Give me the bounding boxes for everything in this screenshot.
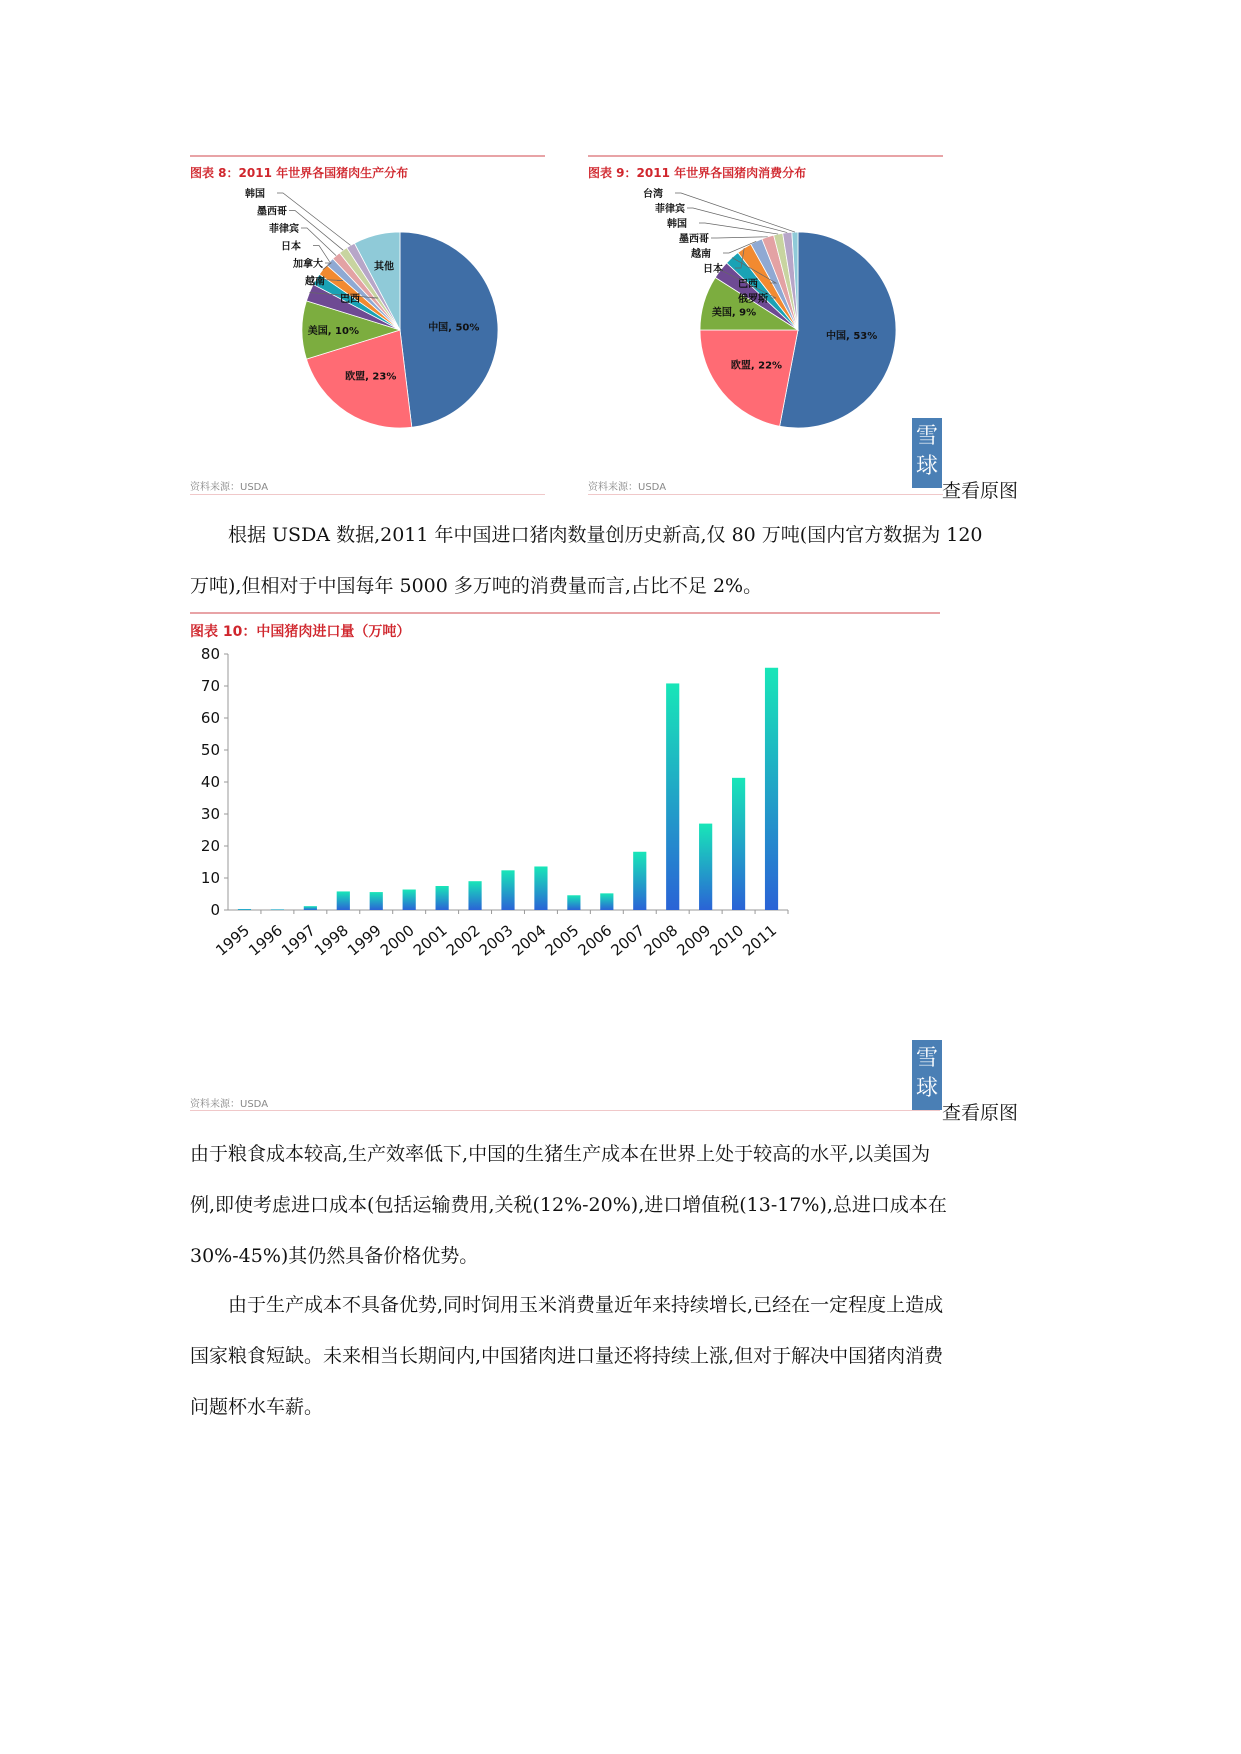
figure-top-rule bbox=[190, 612, 940, 614]
x-tick-label: 1999 bbox=[343, 921, 385, 960]
figure-10-import-bar-chart bbox=[190, 612, 940, 1112]
bar-chart-imports bbox=[190, 648, 940, 1108]
pie-callout-label: 墨西哥 bbox=[679, 234, 709, 245]
paragraph-line: 30%-45%)其仍然具备价格优势。 bbox=[190, 1245, 479, 1267]
y-tick-label: 0 bbox=[210, 901, 220, 919]
y-tick-label: 70 bbox=[200, 677, 220, 695]
bar bbox=[403, 890, 416, 910]
x-tick-label: 2000 bbox=[376, 921, 418, 960]
bar bbox=[304, 906, 317, 910]
x-tick-label: 1996 bbox=[245, 921, 286, 960]
pie-callout-label: 韩国 bbox=[667, 219, 687, 230]
pie-chart-consumption bbox=[588, 185, 943, 485]
pie-slice-label: 中国, 53% bbox=[826, 331, 878, 343]
y-tick-label: 40 bbox=[200, 773, 220, 791]
figure-bottom-rule bbox=[588, 494, 943, 495]
x-tick-label: 1995 bbox=[212, 921, 254, 960]
figure-source: 资料来源：USDA bbox=[190, 1099, 269, 1110]
bar bbox=[633, 852, 646, 910]
pie-callout-label: 巴西 bbox=[340, 294, 360, 305]
bar bbox=[567, 895, 580, 910]
pie-callout-label: 巴西 bbox=[738, 279, 758, 290]
view-original-link[interactable]: 查看原图 bbox=[942, 480, 1019, 502]
pie-callout-line bbox=[711, 237, 768, 238]
x-tick-label: 2004 bbox=[508, 921, 550, 960]
pie-callout-label: 韩国 bbox=[245, 189, 265, 200]
x-tick-label: 2008 bbox=[640, 921, 682, 960]
x-tick-label: 2006 bbox=[574, 921, 616, 960]
bar bbox=[337, 891, 350, 910]
pie-slice-label: 美国, 10% bbox=[307, 326, 359, 337]
pie-callout-label: 日本 bbox=[703, 264, 723, 275]
pie-callout-line bbox=[301, 228, 336, 256]
figure-bottom-rule bbox=[190, 1110, 940, 1111]
bar bbox=[534, 866, 547, 910]
bar bbox=[732, 778, 745, 910]
figure-bottom-rule bbox=[190, 494, 545, 495]
pie-slice-label: 欧盟, 23% bbox=[345, 371, 397, 383]
view-original-link[interactable]: 查看原图 bbox=[942, 1102, 1019, 1124]
xueqiu-watermark-icon bbox=[912, 1040, 942, 1110]
pie-callout-label: 菲律宾 bbox=[655, 204, 685, 215]
paragraph-line: 问题杯水车薪。 bbox=[190, 1396, 324, 1418]
y-tick-label: 60 bbox=[200, 709, 220, 727]
pie-callout-line bbox=[687, 208, 787, 233]
figure-9-consumption-pie bbox=[588, 155, 943, 495]
figure-title: 图表 8：2011 年世界各国猪肉生产分布 bbox=[190, 166, 409, 180]
pie-callout-label: 日本 bbox=[281, 241, 301, 253]
x-tick-label: 2010 bbox=[706, 921, 748, 960]
paragraph-line: 国家粮食短缺。未来相当长期间内,中国猪肉进口量还将持续上涨,但对于解决中国猪肉消费 bbox=[190, 1345, 944, 1367]
bar bbox=[765, 668, 778, 910]
y-tick-label: 30 bbox=[200, 805, 220, 823]
x-tick-label: 2005 bbox=[541, 921, 583, 960]
bar bbox=[436, 886, 449, 910]
watermark-text: 雪球 bbox=[915, 424, 938, 479]
pie-slice-label: 美国, 9% bbox=[711, 307, 757, 319]
pie-slice-label: 中国, 50% bbox=[428, 322, 480, 334]
paragraph-1 bbox=[190, 510, 1060, 612]
pie-slice-label: 欧盟, 22% bbox=[730, 360, 783, 372]
x-tick-label: 2001 bbox=[409, 921, 451, 960]
bar bbox=[468, 881, 481, 910]
pie-callout-label: 越南 bbox=[691, 249, 711, 260]
y-tick-label: 10 bbox=[200, 869, 220, 887]
pie-callout-label: 墨西哥 bbox=[257, 206, 287, 218]
figure-title: 图表 10：中国猪肉进口量（万吨） bbox=[190, 624, 411, 640]
pie-callout-line bbox=[699, 223, 778, 234]
pie-callout-line bbox=[675, 193, 795, 232]
bar bbox=[600, 893, 613, 910]
x-tick-label: 2003 bbox=[475, 921, 517, 960]
paragraph-line: 由于生产成本不具备优势,同时饲用玉米消费量近年来持续增长,已经在一定程度上造成 bbox=[228, 1294, 944, 1316]
bar bbox=[666, 683, 679, 910]
pie-callout-label: 台湾 bbox=[643, 189, 663, 200]
pie-callout-label: 越南 bbox=[305, 276, 325, 288]
x-tick-label: 2007 bbox=[607, 921, 649, 960]
paragraph-2 bbox=[190, 1129, 1060, 1282]
bar bbox=[271, 909, 284, 910]
xueqiu-watermark-icon bbox=[912, 418, 942, 488]
pie-callout-label: 菲律宾 bbox=[269, 224, 299, 235]
x-tick-label: 2011 bbox=[739, 921, 781, 960]
figure-8-production-pie bbox=[190, 155, 545, 495]
figure-top-rule bbox=[190, 155, 545, 157]
x-tick-label: 2009 bbox=[673, 921, 715, 960]
figure-source: 资料来源：USDA bbox=[588, 482, 667, 493]
pie-callout-line bbox=[277, 193, 351, 245]
bar bbox=[370, 892, 383, 910]
paragraph-line: 万吨),但相对于中国每年 5000 多万吨的消费量而言,占比不足 2%。 bbox=[190, 575, 763, 597]
bar bbox=[501, 870, 514, 910]
y-tick-label: 20 bbox=[200, 837, 220, 855]
pie-chart-production bbox=[190, 185, 545, 485]
x-tick-label: 2002 bbox=[442, 921, 484, 960]
bar bbox=[699, 824, 712, 910]
paragraph-line: 由于粮食成本较高,生产效率低下,中国的生猪生产成本在世界上处于较高的水平,以美国为 bbox=[190, 1143, 931, 1165]
x-tick-label: 1998 bbox=[311, 921, 352, 960]
figure-top-rule bbox=[588, 155, 943, 157]
y-tick-label: 50 bbox=[200, 741, 220, 759]
y-tick-label: 80 bbox=[200, 648, 220, 663]
paragraph-line: 例,即使考虑进口成本(包括运输费用,关税(12%-20%),进口增值税(13-17%),总进口成本在 bbox=[190, 1194, 947, 1216]
pie-slice-label: 其他 bbox=[374, 261, 395, 273]
figure-source: 资料来源：USDA bbox=[190, 482, 269, 493]
watermark-text: 雪球 bbox=[915, 1046, 938, 1101]
paragraph-3 bbox=[190, 1280, 1060, 1433]
x-tick-label: 1997 bbox=[278, 921, 319, 960]
bar bbox=[238, 909, 251, 910]
pie-callout-label: 加拿大 bbox=[293, 259, 323, 270]
paragraph-line: 根据 USDA 数据,2011 年中国进口猪肉数量创历史新高,仅 80 万吨(国内官方数据为 120 bbox=[228, 524, 983, 546]
figure-title: 图表 9：2011 年世界各国猪肉消费分布 bbox=[588, 166, 807, 180]
pie-callout-label: 俄罗斯 bbox=[738, 294, 768, 305]
